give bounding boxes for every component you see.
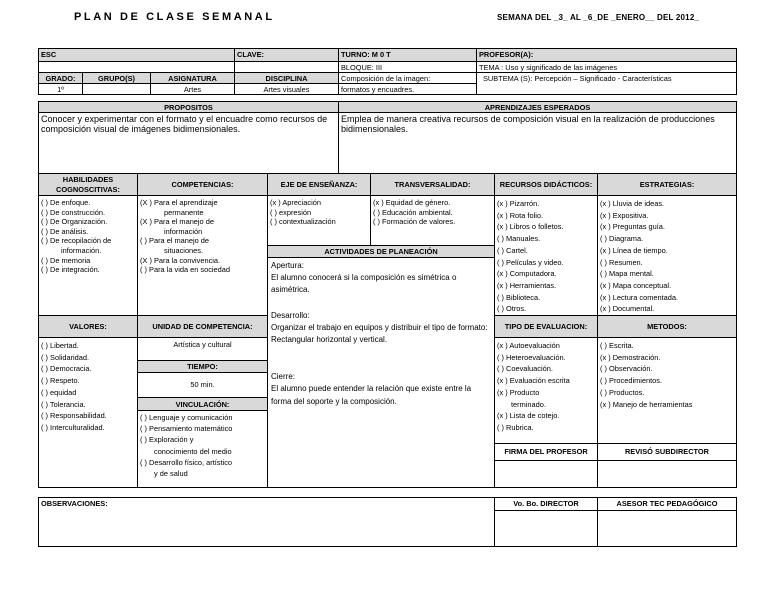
estrategias-list bbox=[597, 195, 737, 316]
list-item[interactable]: (x ) Lectura comentada. bbox=[600, 292, 679, 302]
list-item[interactable]: ( ) De integración. bbox=[41, 265, 100, 275]
list-item[interactable]: ( ) De construcción. bbox=[41, 207, 106, 217]
list-item[interactable]: ( ) Resumen. bbox=[600, 257, 643, 267]
list-item[interactable]: (x ) Computadora. bbox=[497, 269, 557, 279]
list-item[interactable]: (x ) Rota folio. bbox=[497, 210, 544, 220]
list-item[interactable]: (X ) Para el manejo de bbox=[140, 217, 214, 227]
list-item[interactable]: (x ) Producto bbox=[497, 387, 540, 397]
list-item[interactable]: ( ) Exploración y bbox=[140, 435, 194, 445]
list-item[interactable]: (x ) Mapa conceptual. bbox=[600, 280, 672, 290]
list-item[interactable]: ( ) Lenguaje y comunicación bbox=[140, 413, 233, 422]
list-item[interactable]: ( ) De recopilación de bbox=[41, 236, 112, 246]
page-title: PLAN DE CLASE SEMANAL bbox=[74, 11, 275, 23]
grado-header: GRADO: bbox=[38, 72, 83, 84]
tiempo-value: 50 min. bbox=[137, 372, 268, 398]
observaciones-box[interactable]: OBSERVACIONES: bbox=[38, 497, 495, 547]
list-item[interactable]: ( ) Observación. bbox=[600, 364, 653, 374]
list-item[interactable]: ( ) Coevaluación. bbox=[497, 364, 553, 374]
director-header: Vo. Bo. DIRECTOR bbox=[494, 497, 598, 511]
esc-label: ESC bbox=[38, 48, 235, 62]
desarrollo-label: Desarrollo: bbox=[271, 310, 310, 320]
list-item[interactable]: ( ) contextualización bbox=[270, 217, 336, 227]
propositos-text: Conocer y experimentar con el formato y el encuadre como recursos de composición visual de imágenes bidimensionales. bbox=[38, 112, 339, 174]
firma-profesor-space[interactable] bbox=[494, 460, 598, 488]
list-item[interactable]: ( ) equidad bbox=[41, 387, 77, 397]
transversalidad-list bbox=[370, 195, 495, 246]
list-item: información bbox=[164, 226, 203, 236]
list-item[interactable]: ( ) Solidaridad. bbox=[41, 352, 90, 362]
list-item[interactable]: ( ) De análisis. bbox=[41, 226, 89, 236]
reviso-subdirector-space[interactable] bbox=[597, 460, 737, 488]
list-item[interactable]: (x ) Apreciación bbox=[270, 198, 321, 207]
tiempo-header: TIEMPO: bbox=[137, 360, 268, 373]
estrategias-header: ESTRATEGIAS: bbox=[597, 173, 737, 196]
list-item[interactable]: (x ) Manejo de herramientas bbox=[600, 399, 693, 409]
apertura-text: El alumno conocerá si la composición es simétrica o asimétrica. bbox=[271, 273, 457, 295]
clave-label: CLAVE: bbox=[234, 48, 339, 62]
turno-label: TURNO: M 0 T bbox=[338, 48, 477, 62]
asignatura-header: ASIGNATURA bbox=[150, 72, 235, 84]
list-item[interactable]: ( ) Biblioteca. bbox=[497, 292, 541, 302]
list-item[interactable]: (x ) Expositiva. bbox=[600, 210, 649, 220]
list-item[interactable]: (x ) Pizarrón. bbox=[497, 199, 540, 208]
valores-list bbox=[38, 337, 138, 488]
list-item[interactable]: ( ) Películas y video. bbox=[497, 257, 564, 267]
asesor-space[interactable] bbox=[597, 510, 737, 547]
list-item[interactable]: ( ) Tolerancia. bbox=[41, 399, 86, 409]
list-item[interactable]: ( ) Productos. bbox=[600, 387, 645, 397]
list-item[interactable]: ( ) Educación ambiental. bbox=[373, 207, 453, 217]
list-item[interactable]: (x ) Autoevaluación bbox=[497, 341, 560, 350]
list-item[interactable]: ( ) Interculturalidad. bbox=[41, 422, 105, 432]
list-item[interactable]: ( ) Pensamiento matemático bbox=[140, 424, 233, 434]
list-item[interactable]: ( ) Para la vida en sociedad bbox=[140, 265, 230, 275]
list-item[interactable]: ( ) De enfoque. bbox=[41, 198, 91, 207]
list-item[interactable]: ( ) Democracia. bbox=[41, 364, 92, 374]
list-item[interactable]: ( ) Procedimientos. bbox=[600, 376, 663, 386]
list-item[interactable]: (x ) Línea de tiempo. bbox=[600, 245, 668, 255]
list-item[interactable]: ( ) Escrita. bbox=[600, 341, 634, 350]
unidad-header: UNIDAD DE COMPETENCIA: bbox=[137, 315, 268, 338]
list-item[interactable]: (x ) Equidad de género. bbox=[373, 198, 451, 207]
list-item[interactable]: ( ) Rubrica. bbox=[497, 422, 534, 432]
apertura-label: Apertura: bbox=[271, 261, 304, 270]
list-item[interactable]: ( ) Cartel. bbox=[497, 245, 528, 255]
list-item[interactable]: (x ) Documental. bbox=[600, 304, 655, 314]
grado-value: 1º bbox=[38, 83, 83, 95]
list-item[interactable]: (x ) Lista de cotejo. bbox=[497, 411, 560, 421]
subtema-label: SUBTEMA (S): Percepción – Significado - Características bbox=[476, 72, 737, 95]
list-item[interactable]: ( ) Desarrollo físico, artístico bbox=[140, 457, 232, 467]
recursos-list bbox=[494, 195, 598, 316]
list-item[interactable]: (X ) Para el aprendizaje bbox=[140, 198, 218, 207]
firma-profesor-header: FIRMA DEL PROFESOR bbox=[494, 443, 598, 461]
aprendizajes-text: Emplea de manera creativa recursos de composición visual en la realización de producciones bidimensionales. bbox=[338, 112, 737, 174]
list-item[interactable]: ( ) Respeto. bbox=[41, 376, 80, 386]
transversalidad-header: TRANSVERSALIDAD: bbox=[370, 173, 495, 196]
list-item[interactable]: (x ) Lluvia de ideas. bbox=[600, 199, 665, 208]
grupo-header: GRUPO(S) bbox=[82, 72, 151, 84]
composicion-line-1: Composición de la imagen: bbox=[338, 72, 477, 84]
metodos-list bbox=[597, 337, 737, 444]
disciplina-value: Artes visuales bbox=[234, 83, 339, 95]
tema-label: TEMA : Uso y significado de las imágenes bbox=[476, 61, 737, 73]
list-item[interactable]: ( ) Mapa mental. bbox=[600, 269, 654, 279]
list-item[interactable]: ( ) Diagrama. bbox=[600, 234, 644, 244]
desarrollo-text: Organizar el trabajo en equipos y distribuir el tipo de formato: Rectangular horizontal y vertical. bbox=[271, 322, 488, 345]
evaluacion-list bbox=[494, 337, 598, 444]
list-item[interactable]: ( ) Libertad. bbox=[41, 341, 79, 350]
list-item[interactable]: ( ) Manuales. bbox=[497, 234, 541, 244]
grupo-value bbox=[82, 83, 151, 95]
list-item[interactable]: ( ) Responsabilidad. bbox=[41, 411, 107, 421]
list-item[interactable]: ( ) Formación de valores. bbox=[373, 217, 456, 227]
actividades-header: ACTIVIDADES DE PLANEACIÓN bbox=[267, 245, 495, 258]
list-item[interactable]: ( ) Heteroevaluación. bbox=[497, 352, 566, 362]
composicion-line-2: formatos y encuadres. bbox=[338, 83, 477, 95]
list-item[interactable]: ( ) De memoria bbox=[41, 255, 91, 265]
list-item: información. bbox=[61, 245, 102, 255]
week-dates: SEMANA DEL _3_ AL _6_DE _ENERO__ DEL 2012_ bbox=[497, 13, 700, 22]
habilidades-list bbox=[38, 195, 138, 316]
list-item[interactable]: (x ) Demostración. bbox=[600, 352, 661, 362]
unidad-value: Artística y cultural bbox=[137, 337, 268, 361]
list-item: y de salud bbox=[154, 469, 188, 479]
list-item: situaciones. bbox=[164, 245, 204, 255]
habilidades-header: HABILIDADES COGNOSCITIVAS: bbox=[38, 173, 138, 196]
list-item[interactable]: (x ) Herramientas. bbox=[497, 280, 557, 290]
cierre-label: Cierre: bbox=[271, 372, 296, 382]
list-item: permanente bbox=[164, 207, 204, 217]
director-space[interactable] bbox=[494, 510, 598, 547]
valores-header: VALORES: bbox=[38, 315, 138, 338]
list-item[interactable]: ( ) De Organización. bbox=[41, 217, 108, 227]
competencias-list bbox=[137, 195, 268, 316]
bloque-label: BLOQUE: III bbox=[338, 61, 477, 73]
list-item[interactable]: (x ) Evaluación escrita bbox=[497, 376, 570, 386]
asesor-header: ASESOR TEC PEDAGÓGICO bbox=[597, 497, 737, 511]
vinculacion-header: VINCULACIÓN: bbox=[137, 397, 268, 411]
eje-list bbox=[267, 195, 371, 246]
recursos-header: RECURSOS DIDÁCTICOS: bbox=[494, 173, 598, 196]
evaluacion-header: TIPO DE EVALUACION: bbox=[494, 315, 598, 338]
propositos-header: PROPOSITOS bbox=[38, 101, 339, 113]
profesor-label: PROFESOR(A): bbox=[476, 48, 737, 62]
asignatura-value: Artes bbox=[150, 83, 235, 95]
list-item: terminado. bbox=[511, 399, 546, 409]
metodos-header: METODOS: bbox=[597, 315, 737, 338]
disciplina-header: DISCIPLINA bbox=[234, 72, 339, 84]
reviso-subdirector-header: REVISÓ SUBDIRECTOR bbox=[597, 443, 737, 461]
vinculacion-list bbox=[137, 410, 268, 488]
list-item[interactable]: ( ) Para el manejo de bbox=[140, 236, 210, 246]
aprendizajes-header: APRENDIZAJES ESPERADOS bbox=[338, 101, 737, 113]
list-item[interactable]: (X ) Para la convivencia. bbox=[140, 255, 221, 265]
list-item[interactable]: ( ) Otros. bbox=[497, 304, 527, 314]
actividades-body bbox=[267, 257, 495, 488]
competencias-header: COMPETENCIAS: bbox=[137, 173, 268, 196]
list-item[interactable]: (x ) Preguntas guía. bbox=[600, 222, 665, 232]
eje-header: EJE DE ENSEÑANZA: bbox=[267, 173, 371, 196]
list-item[interactable]: (x ) Libros o folletos. bbox=[497, 222, 564, 232]
cierre-text: El alumno puede entender la relación que existe entre la forma del soporte y la composición. bbox=[271, 384, 472, 406]
list-item[interactable]: ( ) expresión bbox=[270, 207, 312, 217]
list-item: conocimiento del medio bbox=[154, 446, 232, 456]
